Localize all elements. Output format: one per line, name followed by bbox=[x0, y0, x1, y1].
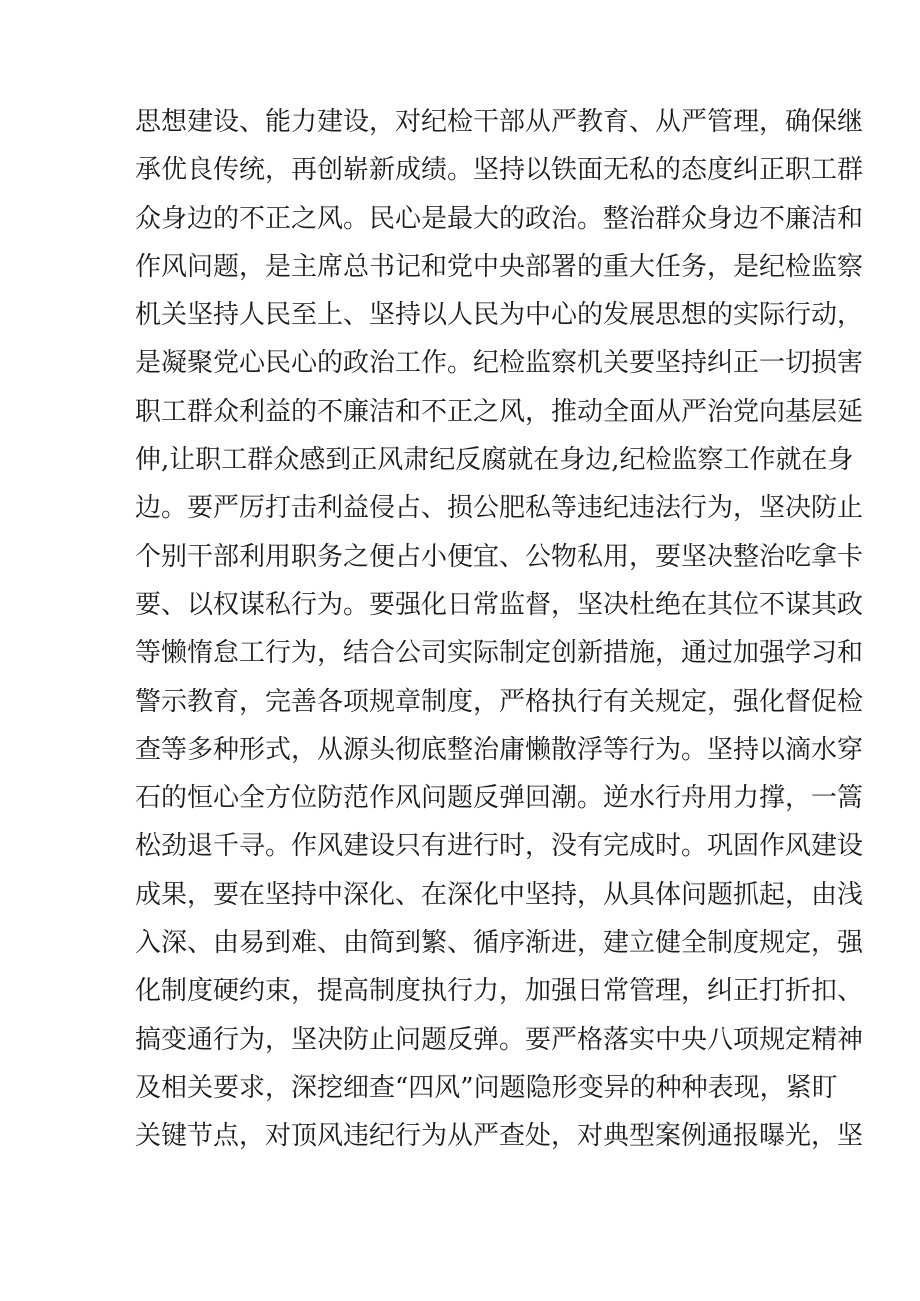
text-line: 机关坚持人民至上、坚持以人民为中心的发展思想的实际行动， bbox=[135, 300, 864, 331]
text-line: 伸,让职工群众感到正风肃纪反腐就在身边,纪检监察工作就在身 bbox=[135, 445, 854, 476]
text-line: 关键节点，对顶风违纪行为从严查处，对典型案例通报曝光，坚 bbox=[135, 1121, 864, 1152]
text-line: 要、以权谋私行为。要强化日常监督，坚决杜绝在其位不谋其政 bbox=[135, 589, 864, 620]
body-paragraph bbox=[135, 98, 864, 1161]
text-line: 石的恒心全方位防范作风问题反弹回潮。逆水行舟用力撑，一篙 bbox=[135, 783, 864, 814]
text-line: 个别干部利用职务之便占小便宜、公物私用，要坚决整治吃拿卡 bbox=[135, 541, 864, 572]
text-line: 作风问题，是主席总书记和党中央部署的重大任务，是纪检监察 bbox=[135, 251, 864, 282]
text-line: 成果，要在坚持中深化、在深化中坚持，从具体问题抓起，由浅 bbox=[135, 879, 864, 910]
text-line: 等懒惰怠工行为，结合公司实际制定创新措施，通过加强学习和 bbox=[135, 638, 864, 669]
text-line: 承优良传统，再创崭新成绩。坚持以铁面无私的态度纠正职工群 bbox=[135, 155, 864, 186]
text-line: 化制度硬约束，提高制度执行力，加强日常管理，纠正打折扣、 bbox=[135, 976, 864, 1007]
text-line: 查等多种形式，从源头彻底整治庸懒散浮等行为。坚持以滴水穿 bbox=[135, 734, 864, 765]
text-line: 思想建设、能力建设，对纪检干部从严教育、从严管理，确保继 bbox=[135, 107, 864, 137]
text-line: 职工群众利益的不廉洁和不正之风，推动全面从严治党向基层延 bbox=[135, 396, 864, 427]
text-line: 入深、由易到难、由简到繁、循序渐进，建立健全制度规定，强 bbox=[135, 928, 864, 959]
text-line: 松劲退千寻。作风建设只有进行时，没有完成时。巩固作风建设 bbox=[135, 831, 864, 862]
text-line: 是凝聚党心民心的政治工作。纪检监察机关要坚持纠正一切损害 bbox=[135, 348, 864, 379]
text-line: 众身边的不正之风。民心是最大的政治。整治群众身边不廉洁和 bbox=[135, 203, 864, 234]
text-line: 边。要严厉打击利益侵占、损公肥私等违纪违法行为，坚决防止 bbox=[135, 493, 864, 524]
text-line: 搞变通行为，坚决防止问题反弹。要严格落实中央八项规定精神 bbox=[135, 1024, 864, 1055]
text-line: 及相关要求，深挖细查“四风”问题隐形变异的种种表现，紧盯 bbox=[135, 1072, 838, 1103]
text-line: 警示教育，完善各项规章制度，严格执行有关规定，强化督促检 bbox=[135, 686, 864, 717]
